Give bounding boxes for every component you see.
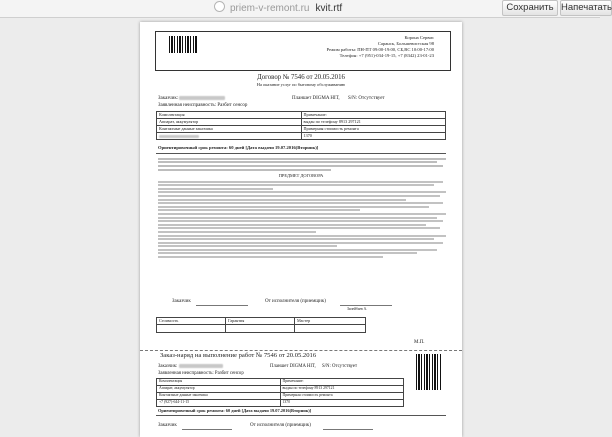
contract-title: Договор № 7546 от 20.05.2016 bbox=[257, 74, 345, 81]
fault-label: Заявленная неисправность: Разбит сенсор bbox=[158, 103, 248, 108]
subject-title: ПРЕДМЕТ ДОГОВОРА bbox=[278, 173, 324, 178]
device-label: Планшет DIGMA HIT, bbox=[292, 96, 340, 101]
viewer-toolbar bbox=[0, 0, 612, 18]
contract-subtitle: На оказание услуг по бытовому обслуживанию bbox=[256, 82, 346, 87]
table-cell: Примечание: bbox=[280, 379, 404, 386]
customer-label: Заказчик: bbox=[158, 96, 179, 102]
table-cell bbox=[294, 325, 365, 333]
contract-body-text bbox=[158, 179, 446, 260]
company-phone: Телефон: +7 (951)-034-19-15, +7 (8342) 23-01-23 bbox=[339, 53, 434, 58]
table-cell: Мастер bbox=[294, 318, 365, 325]
signature-line bbox=[196, 305, 248, 306]
order-device-label: Планшет DIGMA HIT, bbox=[270, 364, 316, 369]
stamp-label: М.П. bbox=[414, 340, 425, 345]
table-cell: Контактные данные заказчика bbox=[157, 126, 302, 133]
customer-line bbox=[158, 96, 225, 102]
company-info bbox=[327, 35, 434, 59]
divider bbox=[156, 415, 446, 416]
signature-line bbox=[182, 429, 232, 430]
signature-customer-label: Заказчик bbox=[172, 299, 191, 304]
company-name: Корона Сервис bbox=[404, 35, 434, 40]
file-location bbox=[214, 1, 342, 14]
order-signature-executor-label: От исполнителя (приемщик) bbox=[250, 423, 311, 428]
company-address: Саранск, Большевистская 98 bbox=[377, 41, 434, 46]
signature-executor-label: От исполнителя (приемщик) bbox=[265, 299, 326, 304]
table-cell: Аппарат, аккумулятор bbox=[157, 386, 281, 393]
table-cell: Контактные данные заказчика bbox=[157, 393, 281, 400]
order-barcode-image bbox=[416, 354, 442, 390]
globe-icon bbox=[214, 1, 225, 12]
table-cell bbox=[225, 325, 294, 333]
site-name: priem-v-remont.ru bbox=[230, 3, 310, 14]
company-hours: Режим работы: ПН-ПТ 09:00-19:00, СБ,ВС 10:00-17:00 bbox=[326, 47, 434, 52]
order-title: Заказ-наряд на выполнение работ № 7546 от 20.05.2016 bbox=[160, 352, 317, 359]
table-cell: Примерная стоимость ремонта bbox=[301, 126, 446, 133]
table-cell: выдан по телефону 8913 297121 bbox=[301, 119, 446, 126]
order-serial-label: S/N: Отсутствует bbox=[322, 364, 358, 369]
divider bbox=[156, 153, 446, 154]
table-cell: 1370 bbox=[301, 133, 446, 140]
document-page bbox=[140, 22, 462, 437]
signature-line bbox=[323, 429, 373, 430]
repair-terms: Ориентировочный срок ремонта: 60 дней [Дата выдачи 19.07.2016(Вторник)] bbox=[158, 145, 319, 150]
signature-line bbox=[340, 305, 392, 306]
table-cell: Аппарат, аккумулятор bbox=[157, 119, 302, 126]
table-cell: выдан по телефону 8913 297121 bbox=[280, 386, 404, 393]
signature-name: Зилейбаев А. bbox=[347, 307, 368, 311]
order-signature-customer-label: Заказчик bbox=[158, 423, 177, 428]
order-repair-terms: Ориентировочный срок ремонта: 60 дней [Дата выдачи 19.07.2016(Вторник)] bbox=[158, 408, 312, 413]
file-name: kvit.rtf bbox=[315, 3, 343, 14]
table-cell: 1370 bbox=[280, 400, 404, 407]
print-button[interactable]: Напечатать bbox=[560, 0, 612, 16]
barcode-image bbox=[169, 36, 197, 53]
table-cell: Примерная стоимость ремонта bbox=[280, 393, 404, 400]
table-cell bbox=[157, 133, 302, 140]
redacted-contact bbox=[159, 135, 199, 138]
table-cell: Комплектация bbox=[157, 379, 281, 386]
save-button[interactable]: Сохранить bbox=[502, 0, 558, 16]
table-cell: Примечание: bbox=[301, 112, 446, 119]
serial-label: S/N: Отсутствует bbox=[348, 96, 385, 101]
order-customer-line bbox=[158, 364, 223, 370]
table-cell: +7 (927)-644-11-15 bbox=[157, 400, 281, 407]
table-cell bbox=[157, 325, 226, 333]
order-customer-label: Заказчик: bbox=[158, 364, 178, 370]
contract-intro-text bbox=[158, 156, 446, 172]
table-cell: Стоимость bbox=[157, 318, 226, 325]
redacted-customer-name bbox=[179, 96, 225, 100]
redacted-customer-name bbox=[179, 364, 223, 368]
table-cell: Гарантия bbox=[225, 318, 294, 325]
cost-table bbox=[156, 317, 366, 333]
table-cell: Комплектация bbox=[157, 112, 302, 119]
contract-info-table bbox=[156, 111, 446, 140]
cut-line bbox=[140, 350, 462, 351]
order-info-table bbox=[156, 378, 404, 407]
order-fault-label: Заявленная неисправность: Разбит сенсор bbox=[158, 371, 244, 376]
